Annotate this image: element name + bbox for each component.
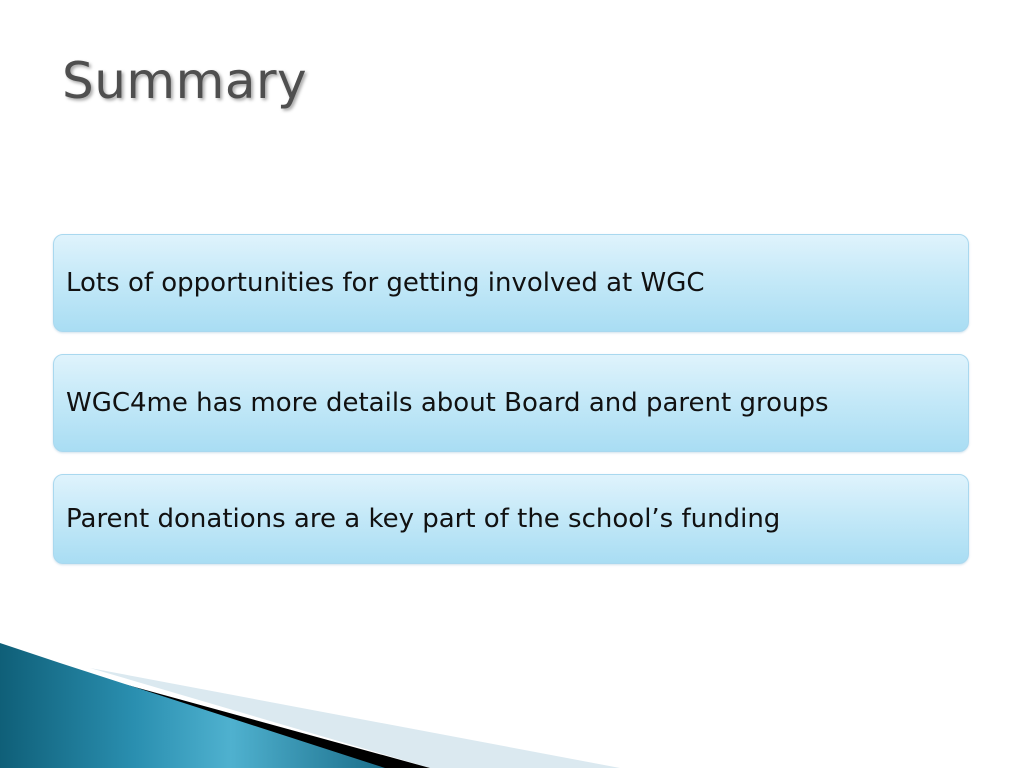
corner-swoosh-decoration <box>0 643 620 768</box>
summary-point-1: Lots of opportunities for getting involved at WGC <box>53 234 969 332</box>
summary-point-3: Parent donations are a key part of the school’s funding <box>53 474 969 564</box>
summary-point-2: WGC4me has more details about Board and parent groups <box>53 354 969 452</box>
slide-title: Summary <box>62 52 308 110</box>
